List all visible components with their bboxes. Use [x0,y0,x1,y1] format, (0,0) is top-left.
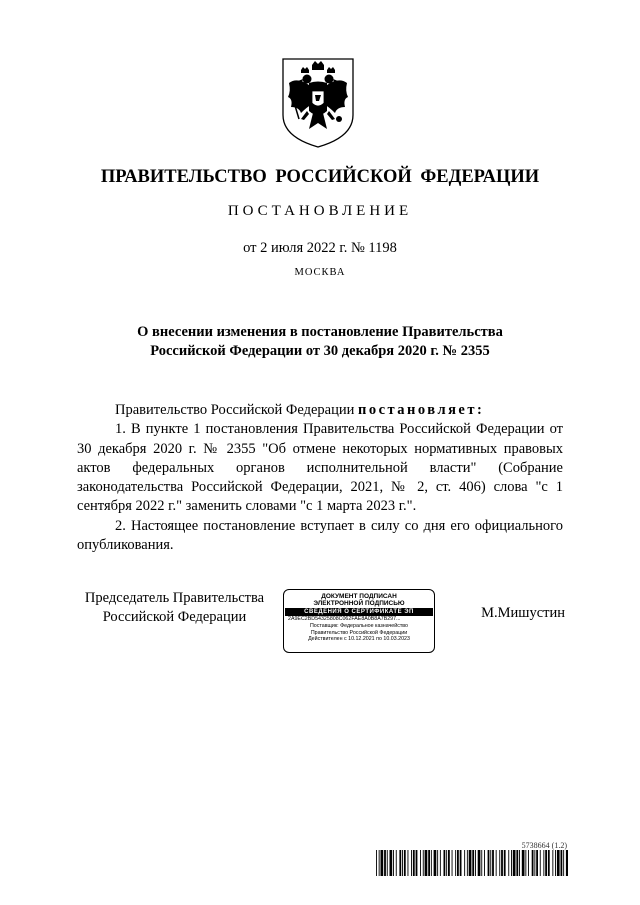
document-city: МОСКВА [294,267,346,278]
document-subject [80,323,560,361]
stamp-line-1: ДОКУМЕНТ ПОДПИСАН [321,593,397,600]
barcode-image [376,850,568,876]
position-line-1: Председатель Правительства [84,590,265,606]
subject-line-1: О внесении изменения в постановление Правительства [137,324,503,340]
signatory-position [77,589,272,627]
stamp-issuer-2: Правительство Российской Федерации [310,629,408,636]
position-line-2: Российской Федерации [102,609,247,625]
stamp-certificate: 2A9EC2BD54325808C062FAE8A0B8A7B297... [288,616,401,622]
stamp-line-2: ЭЛЕКТРОННОЙ ПОДПИСЬЮ [313,600,405,607]
document-number-footer: 5738664 (1.2) [521,841,567,850]
signatory-name: М.Мишустин [481,605,565,621]
stamp-header: СВЕДЕНИЯ О СЕРТИФИКАТЕ ЭП [285,608,433,616]
stamp-issuer-1: Поставщик: Федеральное казначейство [310,623,408,629]
document-type: ПОСТАНОВЛЕНИЕ [227,203,413,219]
body-item-1: 1. В пункте 1 постановления Правительства Российской Федерации от 30 декабря 2020 г. № 2355 "Об отмене некоторых нормативных правовых актов федеральных органов исполнительной власти" (Собрание законодательства Российской Федерации, 2021, № 2, ст. 406) слова "с 1 сентября 2022 г." заменить словами "с 1 марта 2023 г.". [77,421,563,515]
coat-of-arms-emblem [279,55,357,149]
stamp-validity: Действителен с 10.12.2021 по 10.03.2023 [308,636,410,643]
body-intro [77,401,563,420]
subject-line-2: Российской Федерации от 30 декабря 2020 г. № 2355 [150,343,490,359]
intro-text: Правительство Российской Федерации [115,402,355,418]
government-title: ПРАВИТЕЛЬСТВО РОССИЙСКОЙ ФЕДЕРАЦИИ [100,167,540,187]
decrees-word: постановляет: [357,402,485,418]
document-date-number: от 2 июля 2022 г. № 1198 [243,240,397,256]
body-item-2: 2. Настоящее постановление вступает в силу со дня его официального опубликования. [77,517,563,554]
electronic-signature-stamp [283,589,435,653]
document-body [77,401,563,555]
